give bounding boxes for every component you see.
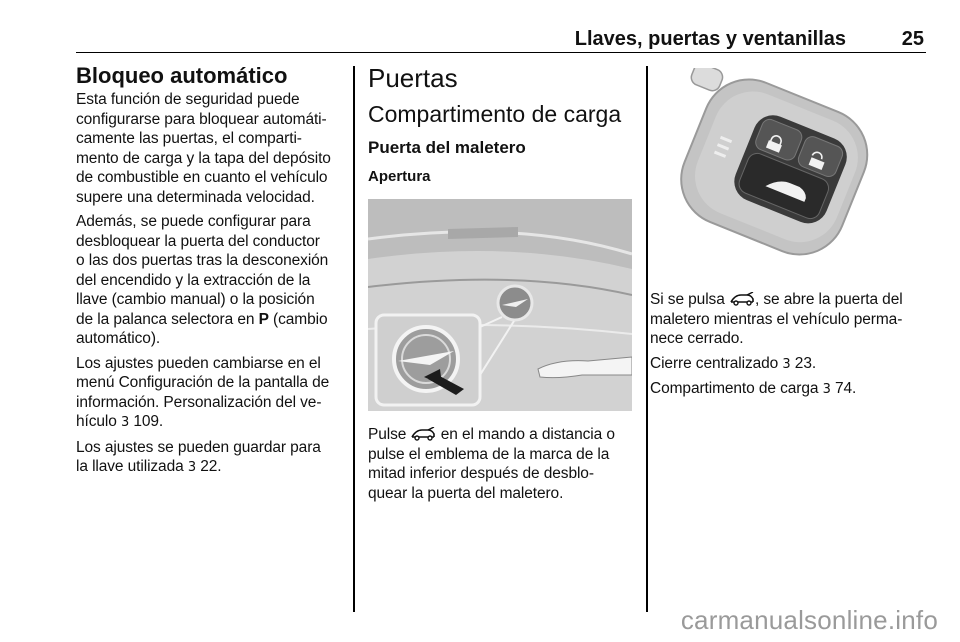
column-divider-2 [646,66,648,612]
text-line: maletero mientras el vehículo perma- [650,310,903,328]
watermark: carmanualsonline.info [680,605,938,635]
column-divider-1 [353,66,355,612]
text-fragment: de la palanca selectora en [76,310,259,328]
text-line: desbloquear la puerta del conductor [76,232,320,250]
paragraph-3 [76,354,341,433]
page-ref-link[interactable]: 74. [834,380,857,397]
page-ref-link[interactable]: 23. [794,354,817,372]
text-line [76,412,341,433]
text-fragment: Si se pulsa [650,291,729,308]
tailgate-button-icon [410,427,436,441]
column-right [650,62,928,405]
text-line: supere una determinada velocidad. [76,188,315,206]
column-middle [368,62,633,508]
text-line: pulse el emblema de la marca de la [368,445,610,463]
text-line [368,425,633,445]
page-ref-arrow: 3 [120,415,130,430]
page-ref-arrow: 3 [187,460,197,475]
page-ref-link[interactable]: 109. [133,413,164,430]
sub-subsection-heading: Apertura [368,168,431,185]
text-line: Además, se puede configurar para [76,213,311,230]
text-line: quear la puerta del maletero. [368,484,564,502]
text-fragment: (cambio [268,310,328,328]
page-number: 25 [901,28,924,50]
text-line: información. Personalización del ve- [76,393,322,411]
text-line [76,457,341,478]
text-line [76,310,341,330]
text-line: Los ajustes se pueden guardar para [76,438,321,456]
paragraph-4 [76,438,341,478]
text-fragment: Cierre centralizado [650,354,783,372]
text-fragment: la llave utilizada [76,458,188,475]
page-ref-arrow: 3 [822,382,831,397]
subsection-heading: Puerta del maletero [368,138,526,157]
text-line: o las dos puertas tras la desconexión [76,252,329,269]
page-ref-arrow: 3 [782,356,791,372]
trunk-emblem-illustration [368,199,632,411]
paragraph-1 [368,425,633,503]
header-title: Llaves, puertas y ventanillas [574,28,846,50]
text-fragment: en el mando a distancia o [436,426,615,443]
remote-key-illustration [650,68,928,276]
selector-position-p: P [258,310,269,328]
text-line: del encendido y la extracción de la [76,271,311,289]
text-fragment: Compartimento de carga [650,380,823,397]
paragraph-1 [650,290,928,349]
text-line: camente las puertas, el comparti- [76,130,302,147]
text-line: llave (cambio manual) o la posición [76,291,315,308]
text-fragment: Pulse [368,426,411,443]
text-line: de combustible en cuanto el vehículo [76,169,328,186]
chapter-heading: Puertas [368,63,458,93]
page-header [76,22,926,53]
section-heading: Compartimento de carga [368,101,622,127]
column-left [76,62,341,483]
text-line [650,379,928,400]
text-line: nece cerrado. [650,330,744,347]
section-heading: Bloqueo automático [76,63,288,88]
text-line: Esta función de seguridad puede [76,91,300,108]
paragraph-2 [76,212,341,349]
paragraph-1 [76,90,341,207]
text-line [650,290,928,310]
page-ref-link[interactable]: 22. [200,458,222,475]
text-line: Los ajustes pueden cambiarse en el [76,354,321,372]
text-line: menú Configuración de la pantalla de [76,374,330,391]
text-line: configurarse para bloquear automáti- [76,110,327,128]
text-fragment: , se abre la puerta del [754,291,903,308]
text-line: mitad inferior después de desblo- [368,465,594,482]
text-line: mento de carga y la tapa del depósito [76,149,331,167]
paragraph-2 [650,354,928,375]
text-line: automático). [76,330,161,347]
text-fragment: hículo [76,413,121,430]
paragraph-3 [650,379,928,400]
tailgate-button-icon [729,292,755,306]
text-line [650,354,928,375]
